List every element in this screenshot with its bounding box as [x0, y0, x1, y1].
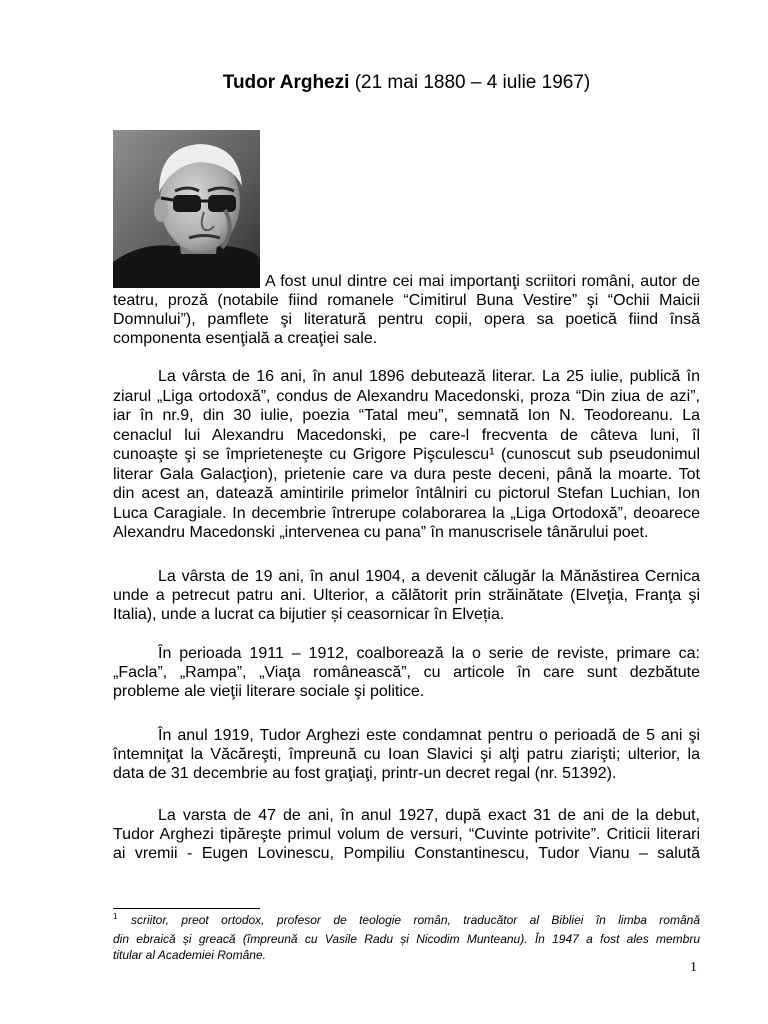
text-line: Domnului”), pamflete şi literatură pentru copii, opera sa poetică fiind însă	[113, 311, 700, 328]
text-line: data de 31 decembrie au fost graţiaţi, printr-un decret regal (nr. 51392).	[113, 765, 617, 782]
footnote-marker: 1	[113, 912, 118, 921]
text-line: unde a petrecut patru ani. Ulterior, a călătorit prin străinătate (Elveţia, Franţa şi	[113, 587, 700, 604]
paragraph	[113, 726, 700, 783]
text-line: cunoaşte şi se împrieteneşte cu Grigore Pişculescu¹ (cunoscut sub pseudonimul	[113, 446, 700, 463]
footnote-line: titular al Academiei Române.	[113, 948, 266, 962]
paragraph	[113, 272, 700, 348]
paragraph	[113, 567, 700, 624]
text-line: La varsta de 47 de ani, în anul 1927, după exact 31 de ani de la debut,	[158, 807, 700, 824]
text-line: La vârsta de 19 ani, în anul 1904, a devenit călugăr la Mănăstirea Cernica	[158, 568, 700, 585]
page-title	[113, 71, 700, 94]
text-line: ai vremii - Eugen Lovinescu, Pompiliu Constantinescu, Tudor Vianu – salută	[113, 845, 700, 862]
text-line: cenaclul lui Alexandru Macedonski, pe care-l frecventa de câteva luni, îl	[113, 426, 700, 444]
text-line: din acest an, datează amintirile primelor întâlniri cu pictorul Stefan Luchian, Ion	[113, 485, 700, 502]
text-line: În perioada 1911 – 1912, coalborează la o serie de reviste, primare ca:	[158, 645, 700, 662]
footnote-line: scriitor, preot ortodox, profesor de teologie român, traducător al Bibliei în limba română	[131, 913, 700, 927]
text-line: Italia), unde a lucrat ca bijutier și ceasornicar în Elveția.	[113, 606, 505, 623]
paragraph	[113, 644, 700, 701]
text-line: teatru, proză (notabile fiind romanele “Cimitirul Buna Vestire” şi “Ochii Maicii	[113, 292, 700, 309]
portrait-photo	[113, 130, 260, 288]
title-dates: (21 mai 1880 – 4 iulie 1967)	[354, 72, 591, 93]
portrait-ear	[154, 198, 168, 222]
footnote	[113, 912, 700, 964]
text-line: Alexandru Macedonski „intervenea cu pana” în manuscrisele tânărului poet.	[113, 524, 649, 541]
footnote-rule	[113, 908, 260, 909]
text-line: În anul 1919, Tudor Arghezi este condamnat pentru o perioadă de 5 ani şi	[158, 727, 700, 744]
text-line: Tudor Arghezi tipăreşte primul volum de versuri, “Cuvinte potrivite”. Criticii literari	[113, 826, 700, 843]
footnote-line: din ebraică și greacă (împreună cu Vasile Radu și Nicodim Munteanu). În 1947 a fost ales membru	[113, 931, 700, 946]
text-line: „Facla”, „Rampa”, „Viaţa românească”, cu articole în care sunt dezbătute	[113, 664, 700, 681]
text-line: probleme ale vieţii literare sociale şi politice.	[113, 683, 425, 700]
text-line: iar în nr.9, din 30 iulie, poezia “Tatal meu”, semnată Ion N. Teodoreanu. La	[113, 407, 700, 424]
text-line: componenta esenţială a creaţiei sale.	[113, 330, 378, 347]
text-line: ziarul „Liga ortodoxă”, condus de Alexandru Macedonski, proza “Din ziua de azi”,	[113, 387, 700, 405]
page-number: 1	[690, 960, 697, 975]
title-name: Tudor Arghezi	[222, 72, 350, 93]
paragraph	[113, 806, 700, 863]
text-line: întemniţat la Văcăreşti, împreună cu Ioan Slavici şi alţi patru ziarişti; ulterior, la	[113, 746, 700, 763]
text-line: A fost unul dintre cei mai importanţi scriitori români, autor de	[265, 273, 700, 290]
footnote-first-line	[113, 912, 700, 931]
text-line: La vârsta de 16 ani, în anul 1896 debutează literar. La 25 iulie, publică în	[158, 368, 700, 385]
text-line: literar Gala Galacţion), prietenie care va dura peste deceni, până la moarte. Tot	[113, 465, 700, 483]
paragraph	[113, 367, 700, 543]
text-line: Luca Caragiale. In decembrie întrerupe colaborarea la „Liga Ortodoxă”, deoarece	[113, 504, 700, 522]
